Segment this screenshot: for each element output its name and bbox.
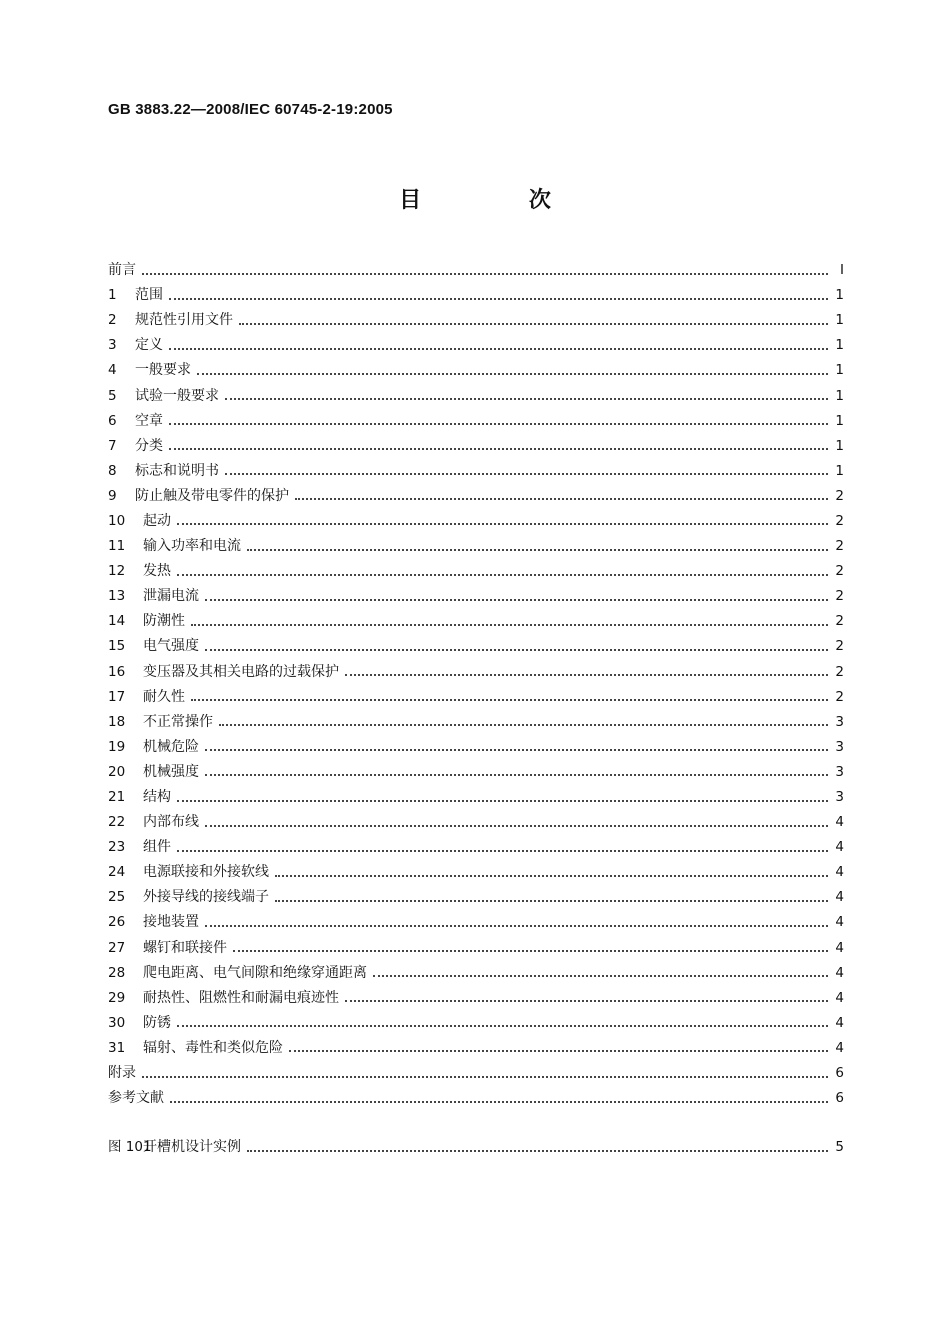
toc-entry-title: 螺钉和联接件 [143,939,227,956]
toc-entry-page: 2 [835,638,844,655]
table-of-contents [108,258,844,1111]
toc-entry[interactable] [108,860,844,885]
toc-entry[interactable] [108,936,844,961]
figure-entry[interactable] [108,1135,844,1160]
dot-leader [205,825,828,827]
dot-leader [142,273,828,275]
dot-leader [247,549,828,551]
toc-entry-page: 4 [835,839,844,856]
toc-entry-title: 一般要求 [135,362,191,379]
dot-leader [177,1025,828,1027]
toc-entry-page: 3 [835,789,844,806]
toc-entry-title: 防潮性 [143,613,185,630]
toc-entry-title: 前言 [108,262,136,279]
toc-entry-title: 规范性引用文件 [135,312,233,329]
toc-entry-number: 31 [108,1039,126,1056]
toc-entry[interactable] [108,434,844,459]
toc-entry-number: 6 [108,412,117,429]
toc-entry-title: 爬电距离、电气间隙和绝缘穿通距离 [143,964,367,981]
toc-entry-number: 23 [108,839,126,856]
toc-entry[interactable] [108,559,844,584]
toc-entry-title: 外接导线的接线端子 [143,889,269,906]
toc-entry[interactable] [108,534,844,559]
dot-leader [170,1101,828,1103]
toc-entry-number: 15 [108,638,126,655]
toc-entry-title: 范围 [135,287,163,304]
toc-entry[interactable] [108,484,844,509]
toc-entry-number: 20 [108,763,126,780]
toc-entry-number: 29 [108,989,126,1006]
toc-entry-page: 4 [835,814,844,831]
toc-entry-page: 1 [835,362,844,379]
dot-leader [275,900,828,902]
toc-entry-page: 3 [835,713,844,730]
toc-entry[interactable] [108,1086,844,1111]
dot-leader [169,423,828,425]
toc-entry-page: 2 [835,588,844,605]
toc-entry-number: 17 [108,688,126,705]
toc-entry-number: 22 [108,814,126,831]
dot-leader [225,398,828,400]
toc-entry-title: 防锈 [143,1014,171,1031]
toc-entry-page: 2 [835,487,844,504]
toc-entry-title: 附录 [108,1065,136,1082]
toc-entry[interactable] [108,1036,844,1061]
toc-entry[interactable] [108,835,844,860]
toc-entry-title: 机械危险 [143,738,199,755]
toc-entry-number: 26 [108,914,126,931]
toc-entry-page: 3 [835,738,844,755]
dot-leader [177,523,828,525]
dot-leader [345,1000,828,1002]
dot-leader [191,624,828,626]
dot-leader [247,1150,828,1152]
dot-leader [205,774,828,776]
toc-entry-title: 接地装置 [143,914,199,931]
dot-leader [219,724,828,726]
toc-entry-title: 电气强度 [143,638,199,655]
toc-entry-number: 13 [108,588,126,605]
toc-entry-title: 耐久性 [143,688,185,705]
toc-entry-page: 4 [835,989,844,1006]
toc-entry-page: 4 [835,864,844,881]
toc-entry[interactable] [108,1011,844,1036]
toc-entry-title: 结构 [143,789,171,806]
dot-leader [169,298,828,300]
toc-entry-page: 2 [835,663,844,680]
toc-entry[interactable] [108,735,844,760]
toc-entry-page: 1 [835,437,844,454]
dot-leader [239,323,828,325]
toc-entry[interactable] [108,383,844,408]
toc-entry-title: 防止触及带电零件的保护 [135,487,289,504]
dot-leader [177,574,828,576]
dot-leader [191,699,828,701]
toc-entry-number: 8 [108,462,117,479]
toc-entry-page: 4 [835,889,844,906]
dot-leader [205,925,828,927]
toc-entry-page: 3 [835,763,844,780]
toc-entry[interactable] [108,685,844,710]
toc-entry[interactable] [108,584,844,609]
dot-leader [233,950,828,952]
toc-entry-page: 1 [835,462,844,479]
toc-entry[interactable] [108,910,844,935]
dot-leader [169,348,828,350]
dot-leader [169,448,828,450]
toc-entry-number: 3 [108,337,117,354]
dot-leader [177,850,828,852]
toc-entry-number: 12 [108,563,126,580]
toc-entry-page: 1 [835,337,844,354]
toc-entry-number: 14 [108,613,126,630]
toc-entry-page: 6 [835,1090,844,1107]
dot-leader [205,649,828,651]
toc-entry-title: 输入功率和电流 [143,538,241,555]
toc-entry-number: 21 [108,789,126,806]
toc-entry[interactable] [108,308,844,333]
toc-entry-page: 1 [835,412,844,429]
toc-entry-title: 分类 [135,437,163,454]
toc-entry[interactable] [108,986,844,1011]
toc-entry[interactable] [108,459,844,484]
toc-entry-number: 27 [108,939,126,956]
toc-entry-title: 标志和说明书 [135,462,219,479]
toc-entry-title: 内部布线 [143,814,199,831]
dot-leader [197,373,828,375]
toc-entry-page: 4 [835,964,844,981]
toc-entry-number: 7 [108,437,117,454]
toc-entry[interactable] [108,258,844,283]
toc-entry-title: 辐射、毒性和类似危险 [143,1039,283,1056]
toc-entry[interactable] [108,885,844,910]
toc-entry[interactable] [108,710,844,735]
dot-leader [345,674,828,676]
page-title: 目 次 [399,188,601,213]
toc-entry-page: 2 [835,563,844,580]
dot-leader [225,473,828,475]
toc-entry-title: 耐热性、阻燃性和耐漏电痕迹性 [143,989,339,1006]
figure-entry-page: 5 [835,1139,844,1156]
toc-entry-page: Ⅰ [840,262,844,279]
toc-entry[interactable] [108,358,844,383]
toc-entry-title: 变压器及其相关电路的过载保护 [143,663,339,680]
toc-entry-number: 24 [108,864,126,881]
toc-entry-title: 组件 [143,839,171,856]
toc-entry-page: 6 [835,1065,844,1082]
toc-entry-page: 4 [835,914,844,931]
toc-entry-number: 9 [108,487,117,504]
toc-entry[interactable] [108,760,844,785]
dot-leader [373,975,828,977]
toc-entry-title: 不正常操作 [143,713,213,730]
toc-entry-page: 2 [835,688,844,705]
figure-entry-title: 开槽机设计实例 [143,1139,241,1156]
toc-entry-page: 1 [835,387,844,404]
toc-entry[interactable] [108,333,844,358]
dot-leader [295,498,828,500]
dot-leader [177,800,828,802]
toc-entry-number: 5 [108,387,117,404]
toc-entry-title: 起动 [143,512,171,529]
toc-entry-page: 4 [835,1039,844,1056]
toc-entry-number: 10 [108,512,126,529]
toc-entry-title: 电源联接和外接软线 [143,864,269,881]
dot-leader [289,1050,828,1052]
toc-entry-number: 28 [108,964,126,981]
toc-entry-page: 2 [835,538,844,555]
toc-entry-page: 4 [835,939,844,956]
dot-leader [205,749,828,751]
dot-leader [275,875,828,877]
dot-leader [142,1076,828,1078]
toc-entry[interactable] [108,810,844,835]
toc-entry-number: 11 [108,538,126,555]
toc-entry-title: 试验一般要求 [135,387,219,404]
toc-entry-title: 参考文献 [108,1090,164,1107]
toc-entry-number: 1 [108,287,117,304]
toc-entry-title: 泄漏电流 [143,588,199,605]
toc-entry-number: 30 [108,1014,126,1031]
figure-list [108,1135,844,1160]
document-code-header: GB 3883.22—2008/IEC 60745-2-19:2005 [108,101,393,118]
toc-entry[interactable] [108,609,844,634]
toc-entry[interactable] [108,509,844,534]
dot-leader [205,599,828,601]
toc-entry-title: 空章 [135,412,163,429]
toc-entry-number: 25 [108,889,126,906]
toc-entry-title: 定义 [135,337,163,354]
toc-entry[interactable] [108,283,844,308]
toc-entry-page: 1 [835,312,844,329]
toc-entry-page: 2 [835,613,844,630]
toc-entry-number: 2 [108,312,117,329]
toc-entry[interactable] [108,660,844,685]
toc-entry-page: 2 [835,512,844,529]
toc-entry-number: 16 [108,663,126,680]
toc-entry-page: 1 [835,287,844,304]
figure-entry-number: 图 101 [108,1139,152,1156]
toc-entry-number: 18 [108,713,126,730]
toc-entry[interactable] [108,1061,844,1086]
toc-entry-title: 机械强度 [143,763,199,780]
toc-entry-page: 4 [835,1014,844,1031]
toc-entry[interactable] [108,785,844,810]
toc-entry-number: 19 [108,738,126,755]
toc-entry[interactable] [108,409,844,434]
toc-entry-number: 4 [108,362,117,379]
toc-entry[interactable] [108,634,844,659]
toc-entry[interactable] [108,961,844,986]
toc-entry-title: 发热 [143,563,171,580]
